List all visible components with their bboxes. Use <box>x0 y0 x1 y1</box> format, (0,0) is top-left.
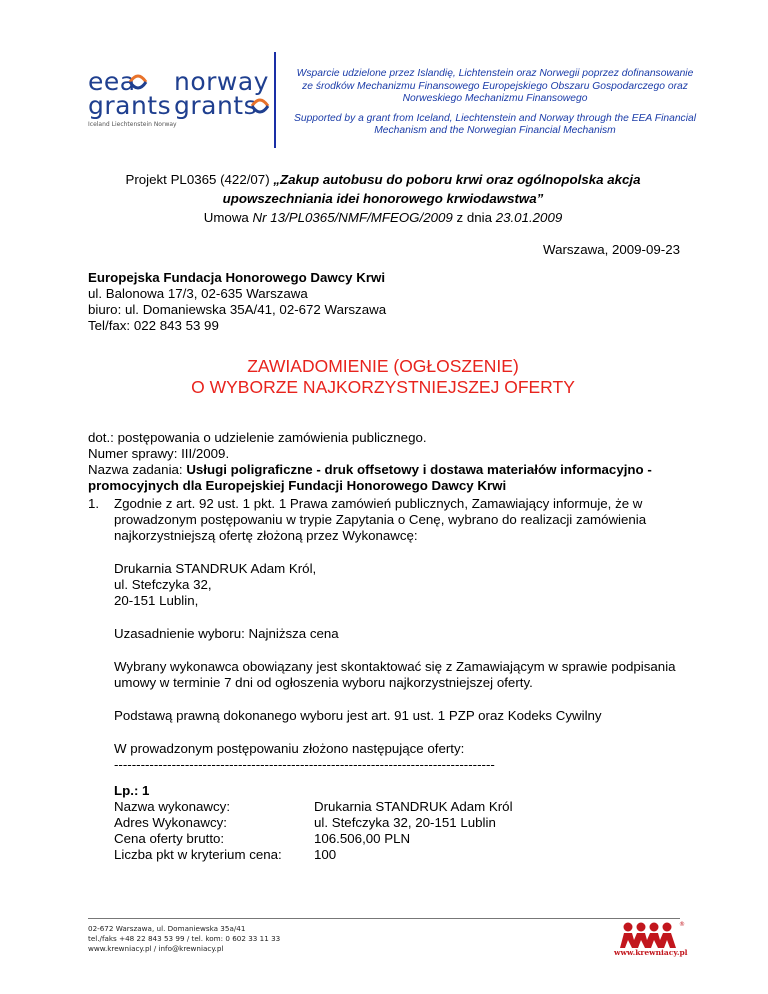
footer-contact <box>88 924 280 954</box>
offer-row <box>114 847 513 863</box>
offer-value: 100 <box>314 847 337 862</box>
eea-logo-tagline: Iceland Liechtenstein Norway <box>88 121 177 128</box>
krewniacy-logo-icon <box>614 918 688 964</box>
eea-arrow-icon <box>128 72 148 92</box>
task-label: Nazwa zadania: <box>88 462 187 477</box>
organization-address: ul. Balonowa 17/3, 02-635 Warszawa <box>88 286 308 301</box>
footer-web: www.krewniacy.pl / info@krewniacy.pl <box>88 944 224 953</box>
grant-statement <box>290 68 700 145</box>
organization-office: biuro: ul. Domaniewska 35A/41, 02-672 Warszawa <box>88 302 387 317</box>
legal-basis: Podstawą prawną dokonanego wyboru jest art. 91 ust. 1 PZP oraz Kodeks Cywilny <box>114 708 602 723</box>
section-intro: Zgodnie z art. 92 ust. 1 pkt. 1 Prawa zamówień publicznych, Zamawiający informuje, że w prowadzonym postępowaniu w trypie Zapytania o Cenę, wybrano do realizacji zamówienia najkorzystniejszą ofertę złożoną przez Wykonawcę: <box>114 496 647 543</box>
project-title: „Zakup autobusu do poboru krwi oraz ogólnopolska akcja upowszechniania idei honorowego krwiodawstwa” <box>222 172 641 206</box>
task-name: Usługi poligraficzne - druk offsetowy i dostawa materiałów informacyjno - promocyjnych dla Europejskiej Fundacji Honorowego Dawcy Krwi <box>88 462 652 493</box>
offers-intro: W prowadzonym postępowaniu złożono następujące oferty: <box>114 741 465 756</box>
offer-value: Drukarnia STANDRUK Adam Król <box>314 799 513 814</box>
task-name-line <box>88 462 688 494</box>
winner-street: ul. Stefczyka 32, <box>114 577 212 592</box>
separator: -------------------------------------------------------------------------------------- <box>114 757 495 772</box>
section-number: 1. <box>88 496 100 511</box>
norway-logo-word-grants: grants <box>174 91 258 120</box>
page-title <box>88 356 678 398</box>
offer-label: Nazwa wykonawcy: <box>114 799 231 814</box>
contract-prefix: Umowa <box>203 210 253 225</box>
organization-name: Europejska Fundacja Honorowego Dawcy Krwi <box>88 270 386 285</box>
case-number: Numer sprawy: III/2009. <box>88 446 230 461</box>
justification: Uzasadnienie wyboru: Najniższa cena <box>114 626 339 641</box>
offer-label: Cena oferty brutto: <box>114 831 225 846</box>
grant-statement-pl: Wsparcie udzielone przez Islandię, Lichtenstein oraz Norwegii poprzez dofinansowanie ze środków Mechanizmu Finansowego Europejskiego Obszaru Gospodarczego oraz Norweskiego Mechanizmu Finansowego <box>296 68 694 104</box>
obligation: Wybrany wykonawca obowiązany jest skontaktować się z Zamawiającym w sprawie podpisania umowy w terminie 7 dni od ogłoszenia wyboru najkorzystniejszej oferty. <box>114 659 676 690</box>
offer-row <box>114 815 513 831</box>
project-prefix: Projekt PL0365 (422/07) <box>125 172 274 187</box>
section-body <box>114 496 683 773</box>
offer-row <box>114 831 513 847</box>
norway-logo-word: norway <box>174 67 269 96</box>
organization-phone: Tel/fax: 022 843 53 99 <box>88 318 219 333</box>
regarding-subject: dot.: postępowania o udzielenie zamówienia publicznego. <box>88 430 427 445</box>
footer-phone: tel./faks +48 22 843 53 99 / tel. kom: 0 602 33 11 33 <box>88 934 281 943</box>
eea-logo-word-grants: grants <box>88 91 172 120</box>
offer-row <box>114 799 513 815</box>
footer-address: 02-672 Warszawa, ul. Domaniewska 35a/41 <box>88 924 246 933</box>
winner-name: Drukarnia STANDRUK Adam Król, <box>114 561 317 576</box>
contract-date: 23.01.2009 <box>495 210 563 225</box>
krewniacy-logo-url: www.krewniacy.pl <box>614 948 688 957</box>
organization-block <box>88 270 386 334</box>
project-info <box>88 170 678 227</box>
document-date: Warszawa, 2009-09-23 <box>543 242 680 257</box>
eea-logo-word: eea <box>88 67 136 96</box>
offer-label: Adres Wykonawcy: <box>114 815 227 830</box>
footer-divider <box>88 918 680 919</box>
page-title-line2: O WYBORZE NAJKORZYSTNIEJSZEJ OFERTY <box>191 377 575 397</box>
offer-value: 106.506,00 PLN <box>314 831 411 846</box>
offer-list <box>114 783 513 863</box>
eea-norway-grants-logo <box>88 67 269 128</box>
contract-number: Nr 13/PL0365/NMF/MFEOG/2009 <box>252 210 453 225</box>
winner-city: 20-151 Lublin, <box>114 593 199 608</box>
registered-mark: ® <box>679 921 685 928</box>
offer-label: Liczba pkt w kryterium cena: <box>114 847 282 862</box>
winner-address <box>114 561 683 609</box>
contract-mid: z dnia <box>452 210 496 225</box>
norway-arrow-icon <box>250 96 270 116</box>
grant-statement-en: Supported by a grant from Iceland, Liechtenstein and Norway through the EEA Financial Mechanism and the Norwegian Financial Mechanism <box>293 112 696 136</box>
header-divider <box>274 52 276 148</box>
offer-value: ul. Stefczyka 32, 20-151 Lublin <box>314 815 496 830</box>
section-1 <box>88 496 683 773</box>
offer-lp: Lp.: 1 <box>114 783 150 798</box>
page-title-line1: ZAWIADOMIENIE (OGŁOSZENIE) <box>247 356 519 376</box>
regarding-block <box>88 430 688 494</box>
